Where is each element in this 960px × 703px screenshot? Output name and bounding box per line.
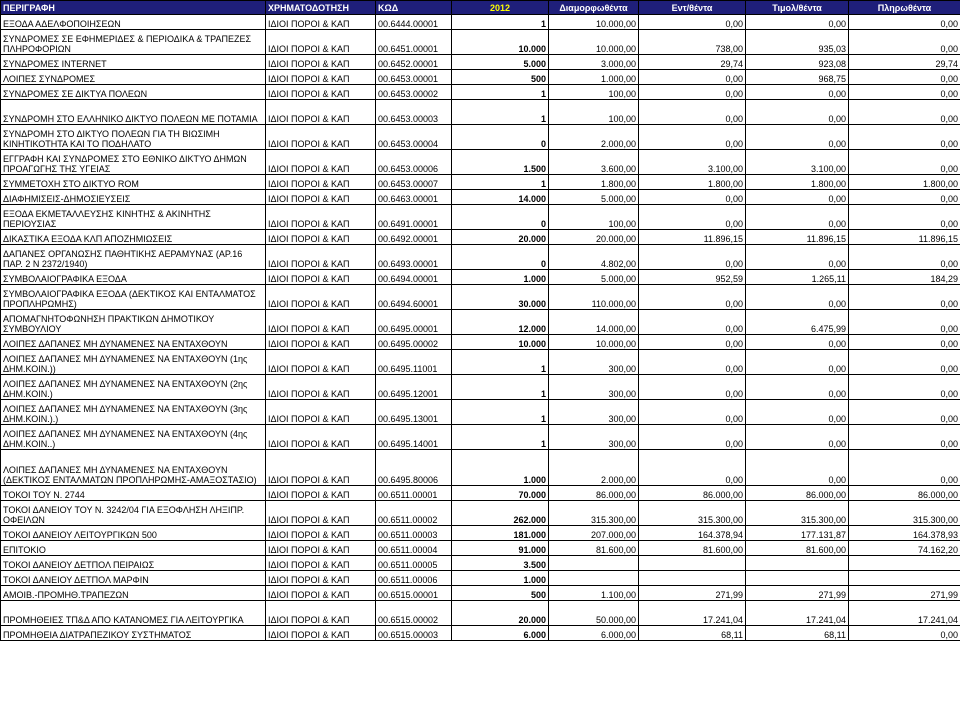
cell-adjusted: 300,00 <box>549 425 639 450</box>
cell-invoiced: 0,00 <box>746 450 849 486</box>
cell-funding: ΙΔΙΟΙ ΠΟΡΟΙ & ΚΑΠ <box>266 450 376 486</box>
cell-adjusted: 100,00 <box>549 100 639 125</box>
cell-invoiced: 177.131,87 <box>746 526 849 541</box>
cell-committed: 1.800,00 <box>639 175 746 190</box>
cell-adjusted: 4.802,00 <box>549 245 639 270</box>
cell-code: 00.6511.00005 <box>376 556 452 571</box>
cell-description: ΑΠΟΜΑΓΝΗΤΟΦΩΝΗΣΗ ΠΡΑΚΤΙΚΩΝ ΔΗΜΟΤΙΚΟΥ ΣΥΜΒΟΥΛΙΟΥ <box>1 310 266 335</box>
cell-committed: 0,00 <box>639 425 746 450</box>
cell-adjusted: 315.300,00 <box>549 501 639 526</box>
cell-code: 00.6453.00002 <box>376 85 452 100</box>
cell-invoiced: 17.241,04 <box>746 601 849 626</box>
cell-adjusted <box>549 556 639 571</box>
cell-invoiced: 0,00 <box>746 190 849 205</box>
cell-description: ΠΡΟΜΗΘΕΙΕΣ ΤΠ&Δ ΑΠΟ ΚΑΤΑΝΟΜΕΣ ΓΙΑ ΛΕΙΤΟΥΡΓΙΚΑ <box>1 601 266 626</box>
cell-paid: 0,00 <box>849 350 960 375</box>
cell-description: ΣΥΜΜΕΤΟΧΗ ΣΤΟ ΔΙΚΤΥΟ ROM <box>1 175 266 190</box>
cell-funding: ΙΔΙΟΙ ΠΟΡΟΙ & ΚΑΠ <box>266 486 376 501</box>
cell-code: 00.6453.00003 <box>376 100 452 125</box>
cell-invoiced: 0,00 <box>746 100 849 125</box>
cell-code: 00.6451.00001 <box>376 30 452 55</box>
cell-budget-2012: 1.000 <box>452 270 549 285</box>
cell-description: ΔΑΠΑΝΕΣ ΟΡΓΑΝΩΣΗΣ ΠΑΘΗΤΙΚΗΣ ΑΕΡΑΜΥΝΑΣ (ΑΡ.16 ΠΑΡ. 2 Ν 2372/1940) <box>1 245 266 270</box>
cell-paid: 0,00 <box>849 626 960 641</box>
cell-code: 00.6495.00001 <box>376 310 452 335</box>
cell-code: 00.6495.14001 <box>376 425 452 450</box>
cell-funding: ΙΔΙΟΙ ΠΟΡΟΙ & ΚΑΠ <box>266 601 376 626</box>
table-row <box>1 70 960 85</box>
cell-funding: ΙΔΙΟΙ ΠΟΡΟΙ & ΚΑΠ <box>266 245 376 270</box>
cell-invoiced: 935,03 <box>746 30 849 55</box>
cell-paid: 74.162,20 <box>849 541 960 556</box>
cell-committed: 0,00 <box>639 85 746 100</box>
cell-adjusted: 81.600,00 <box>549 541 639 556</box>
cell-funding: ΙΔΙΟΙ ΠΟΡΟΙ & ΚΑΠ <box>266 125 376 150</box>
cell-budget-2012: 181.000 <box>452 526 549 541</box>
cell-committed: 29,74 <box>639 55 746 70</box>
table-row <box>1 450 960 486</box>
cell-invoiced: 0,00 <box>746 335 849 350</box>
cell-committed: 68,11 <box>639 626 746 641</box>
table-body <box>1 15 960 641</box>
cell-adjusted: 1.800,00 <box>549 175 639 190</box>
cell-description: ΤΟΚΟΙ ΔΑΝΕΙΟΥ ΔΕΤΠΟΛ ΜΑΡΦΙΝ <box>1 571 266 586</box>
cell-paid: 0,00 <box>849 310 960 335</box>
cell-funding: ΙΔΙΟΙ ΠΟΡΟΙ & ΚΑΠ <box>266 375 376 400</box>
cell-adjusted: 3.000,00 <box>549 55 639 70</box>
cell-paid: 0,00 <box>849 190 960 205</box>
cell-paid: 0,00 <box>849 125 960 150</box>
cell-funding: ΙΔΙΟΙ ΠΟΡΟΙ & ΚΑΠ <box>266 100 376 125</box>
cell-budget-2012: 1 <box>452 375 549 400</box>
table-row <box>1 626 960 641</box>
cell-committed: 164.378,94 <box>639 526 746 541</box>
header-invoiced: Τιμολ/θέντα <box>746 1 849 15</box>
cell-adjusted: 10.000,00 <box>549 15 639 30</box>
header-funding: ΧΡΗΜΑΤΟΔΟΤΗΣΗ <box>266 1 376 15</box>
table-row <box>1 230 960 245</box>
table-row <box>1 601 960 626</box>
cell-funding: ΙΔΙΟΙ ΠΟΡΟΙ & ΚΑΠ <box>266 541 376 556</box>
cell-budget-2012: 1 <box>452 400 549 425</box>
cell-funding: ΙΔΙΟΙ ΠΟΡΟΙ & ΚΑΠ <box>266 425 376 450</box>
cell-code: 00.6453.00007 <box>376 175 452 190</box>
cell-budget-2012: 14.000 <box>452 190 549 205</box>
cell-budget-2012: 1 <box>452 100 549 125</box>
cell-code: 00.6515.00001 <box>376 586 452 601</box>
cell-paid: 0,00 <box>849 70 960 85</box>
header-paid: Πληρωθέντα <box>849 1 960 15</box>
cell-committed: 0,00 <box>639 190 746 205</box>
cell-description: ΛΟΙΠΕΣ ΔΑΠΑΝΕΣ ΜΗ ΔΥΝΑΜΕΝΕΣ ΝΑ ΕΝΤΑΧΘΟΥΝ (1ης ΔΗΜ.ΚΟΙΝ.)) <box>1 350 266 375</box>
cell-funding: ΙΔΙΟΙ ΠΟΡΟΙ & ΚΑΠ <box>266 190 376 205</box>
cell-code: 00.6453.00006 <box>376 150 452 175</box>
cell-adjusted: 2.000,00 <box>549 125 639 150</box>
cell-adjusted: 5.000,00 <box>549 270 639 285</box>
cell-code: 00.6511.00004 <box>376 541 452 556</box>
cell-code: 00.6494.00001 <box>376 270 452 285</box>
cell-invoiced: 271,99 <box>746 586 849 601</box>
table-row <box>1 285 960 310</box>
cell-paid: 29,74 <box>849 55 960 70</box>
cell-invoiced: 11.896,15 <box>746 230 849 245</box>
cell-budget-2012: 20.000 <box>452 601 549 626</box>
cell-invoiced: 68,11 <box>746 626 849 641</box>
cell-paid: 17.241,04 <box>849 601 960 626</box>
table-row <box>1 335 960 350</box>
cell-invoiced: 0,00 <box>746 125 849 150</box>
cell-funding: ΙΔΙΟΙ ΠΟΡΟΙ & ΚΑΠ <box>266 310 376 335</box>
cell-code: 00.6495.80006 <box>376 450 452 486</box>
table-row <box>1 150 960 175</box>
cell-description: ΛΟΙΠΕΣ ΔΑΠΑΝΕΣ ΜΗ ΔΥΝΑΜΕΝΕΣ ΝΑ ΕΝΤΑΧΘΟΥΝ (4ης ΔΗΜ.ΚΟΙΝ..) <box>1 425 266 450</box>
cell-budget-2012: 1 <box>452 85 549 100</box>
cell-committed: 952,59 <box>639 270 746 285</box>
cell-description: ΣΥΝΔΡΟΜΕΣ ΣΕ ΕΦΗΜΕΡΙΔΕΣ & ΠΕΡΙΟΔΙΚΑ & ΤΡΑΠΕΖΕΣ ΠΛΗΡΟΦΟΡΙΩΝ <box>1 30 266 55</box>
cell-adjusted: 14.000,00 <box>549 310 639 335</box>
cell-description: ΤΟΚΟΙ ΔΑΝΕΙΟΥ ΔΕΤΠΟΛ ΠΕΙΡΑΙΩΣ <box>1 556 266 571</box>
cell-description: ΕΓΓΡΑΦΗ ΚΑΙ ΣΥΝΔΡΟΜΕΣ ΣΤΟ ΕΘΝΙΚΟ ΔΙΚΤΥΟ ΔΗΜΩΝ ΠΡΟΑΓΩΓΗΣ ΤΗΣ ΥΓΕΙΑΣ <box>1 150 266 175</box>
cell-description: ΣΥΝΔΡΟΜΗ ΣΤΟ ΔΙΚΤΥΟ ΠΟΛΕΩΝ ΓΙΑ ΤΗ ΒΙΩΣΙΜΗ ΚΙΝΗΤΙΚΟΤΗΤΑ ΚΑΙ ΤΟ ΠΟΔΗΛΑΤΟ <box>1 125 266 150</box>
cell-adjusted: 2.000,00 <box>549 450 639 486</box>
cell-description: ΣΥΝΔΡΟΜΗ ΣΤΟ ΕΛΛΗΝΙΚΟ ΔΙΚΤΥΟ ΠΟΛΕΩΝ ΜΕ ΠΟΤΑΜΙΑ <box>1 100 266 125</box>
cell-description: ΤΟΚΟΙ ΤΟΥ Ν. 2744 <box>1 486 266 501</box>
cell-budget-2012: 91.000 <box>452 541 549 556</box>
cell-adjusted: 20.000,00 <box>549 230 639 245</box>
cell-invoiced: 0,00 <box>746 245 849 270</box>
table-row <box>1 586 960 601</box>
cell-adjusted: 110.000,00 <box>549 285 639 310</box>
cell-funding: ΙΔΙΟΙ ΠΟΡΟΙ & ΚΑΠ <box>266 556 376 571</box>
cell-budget-2012: 0 <box>452 125 549 150</box>
cell-funding: ΙΔΙΟΙ ΠΟΡΟΙ & ΚΑΠ <box>266 526 376 541</box>
cell-adjusted: 300,00 <box>549 375 639 400</box>
cell-code: 00.6495.13001 <box>376 400 452 425</box>
cell-paid: 164.378,93 <box>849 526 960 541</box>
cell-paid: 0,00 <box>849 245 960 270</box>
cell-budget-2012: 1.000 <box>452 450 549 486</box>
cell-invoiced: 81.600,00 <box>746 541 849 556</box>
header-committed: Εντ/θέντα <box>639 1 746 15</box>
cell-funding: ΙΔΙΟΙ ΠΟΡΟΙ & ΚΑΠ <box>266 501 376 526</box>
cell-description: ΕΠΙΤΟΚΙΟ <box>1 541 266 556</box>
cell-budget-2012: 1 <box>452 175 549 190</box>
cell-committed: 0,00 <box>639 450 746 486</box>
cell-funding: ΙΔΙΟΙ ΠΟΡΟΙ & ΚΑΠ <box>266 571 376 586</box>
cell-code: 00.6495.00002 <box>376 335 452 350</box>
cell-description: ΛΟΙΠΕΣ ΔΑΠΑΝΕΣ ΜΗ ΔΥΝΑΜΕΝΕΣ ΝΑ ΕΝΤΑΧΘΟΥΝ (2ης ΔΗΜ.ΚΟΙΝ.) <box>1 375 266 400</box>
cell-funding: ΙΔΙΟΙ ΠΟΡΟΙ & ΚΑΠ <box>266 400 376 425</box>
table-row <box>1 571 960 586</box>
table-row <box>1 125 960 150</box>
cell-invoiced: 1.265,11 <box>746 270 849 285</box>
cell-adjusted: 50.000,00 <box>549 601 639 626</box>
cell-description: ΣΥΜΒΟΛΑΙΟΓΡΑΦΙΚΑ ΕΞΟΔΑ (ΔΕΚΤΙΚΟΣ ΚΑΙ ΕΝΤΑΛΜΑΤΟΣ ΠΡΟΠΛΗΡΩΜΗΣ) <box>1 285 266 310</box>
cell-paid: 315.300,00 <box>849 501 960 526</box>
table-row <box>1 55 960 70</box>
cell-adjusted: 5.000,00 <box>549 190 639 205</box>
cell-committed: 86.000,00 <box>639 486 746 501</box>
cell-committed: 0,00 <box>639 205 746 230</box>
cell-invoiced: 0,00 <box>746 425 849 450</box>
cell-funding: ΙΔΙΟΙ ΠΟΡΟΙ & ΚΑΠ <box>266 270 376 285</box>
cell-code: 00.6495.11001 <box>376 350 452 375</box>
cell-budget-2012: 1 <box>452 15 549 30</box>
table-row <box>1 175 960 190</box>
cell-committed: 315.300,00 <box>639 501 746 526</box>
cell-paid: 86.000,00 <box>849 486 960 501</box>
cell-adjusted: 10.000,00 <box>549 30 639 55</box>
cell-paid: 0,00 <box>849 450 960 486</box>
cell-invoiced: 0,00 <box>746 205 849 230</box>
cell-paid: 0,00 <box>849 85 960 100</box>
cell-funding: ΙΔΙΟΙ ΠΟΡΟΙ & ΚΑΠ <box>266 205 376 230</box>
cell-funding: ΙΔΙΟΙ ΠΟΡΟΙ & ΚΑΠ <box>266 350 376 375</box>
cell-committed: 0,00 <box>639 335 746 350</box>
cell-funding: ΙΔΙΟΙ ΠΟΡΟΙ & ΚΑΠ <box>266 85 376 100</box>
cell-paid: 0,00 <box>849 335 960 350</box>
cell-committed: 0,00 <box>639 245 746 270</box>
cell-budget-2012: 10.000 <box>452 30 549 55</box>
cell-budget-2012: 12.000 <box>452 310 549 335</box>
cell-budget-2012: 3.500 <box>452 556 549 571</box>
cell-invoiced: 968,75 <box>746 70 849 85</box>
cell-paid: 11.896,15 <box>849 230 960 245</box>
cell-committed: 0,00 <box>639 375 746 400</box>
table-row <box>1 486 960 501</box>
cell-adjusted: 100,00 <box>549 205 639 230</box>
cell-budget-2012: 1.000 <box>452 571 549 586</box>
cell-description: ΕΞΟΔΑ ΑΔΕΛΦΟΠΟΙΗΣΕΩΝ <box>1 15 266 30</box>
cell-adjusted: 1.000,00 <box>549 70 639 85</box>
table-row <box>1 541 960 556</box>
cell-code: 00.6515.00003 <box>376 626 452 641</box>
cell-budget-2012: 5.000 <box>452 55 549 70</box>
cell-funding: ΙΔΙΟΙ ΠΟΡΟΙ & ΚΑΠ <box>266 230 376 245</box>
cell-budget-2012: 500 <box>452 70 549 85</box>
header-row <box>1 1 960 15</box>
cell-committed: 0,00 <box>639 70 746 85</box>
header-description: ΠΕΡΙΓΡΑΦΗ <box>1 1 266 15</box>
cell-code: 00.6495.12001 <box>376 375 452 400</box>
cell-paid: 0,00 <box>849 375 960 400</box>
cell-invoiced: 1.800,00 <box>746 175 849 190</box>
cell-code: 00.6515.00002 <box>376 601 452 626</box>
cell-committed: 0,00 <box>639 100 746 125</box>
cell-adjusted: 6.000,00 <box>549 626 639 641</box>
cell-paid: 184,29 <box>849 270 960 285</box>
cell-code: 00.6511.00003 <box>376 526 452 541</box>
table-row <box>1 85 960 100</box>
cell-invoiced: 3.100,00 <box>746 150 849 175</box>
cell-budget-2012: 20.000 <box>452 230 549 245</box>
cell-committed <box>639 556 746 571</box>
table-row <box>1 400 960 425</box>
cell-adjusted: 86.000,00 <box>549 486 639 501</box>
cell-paid: 0,00 <box>849 400 960 425</box>
cell-description: ΔΙΚΑΣΤΙΚΑ ΕΞΟΔΑ ΚΛΠ ΑΠΟΖΗΜΙΩΣΕΙΣ <box>1 230 266 245</box>
cell-budget-2012: 1 <box>452 425 549 450</box>
cell-adjusted: 300,00 <box>549 350 639 375</box>
cell-budget-2012: 500 <box>452 586 549 601</box>
cell-budget-2012: 30.000 <box>452 285 549 310</box>
cell-paid <box>849 556 960 571</box>
cell-invoiced: 0,00 <box>746 400 849 425</box>
cell-description: ΣΥΜΒΟΛΑΙΟΓΡΑΦΙΚΑ ΕΞΟΔΑ <box>1 270 266 285</box>
cell-code: 00.6452.00001 <box>376 55 452 70</box>
cell-invoiced: 0,00 <box>746 15 849 30</box>
table-row <box>1 205 960 230</box>
cell-funding: ΙΔΙΟΙ ΠΟΡΟΙ & ΚΑΠ <box>266 55 376 70</box>
cell-description: ΠΡΟΜΗΘΕΙΑ ΔΙΑΤΡΑΠΕΖΙΚΟΥ ΣΥΣΤΗΜΑΤΟΣ <box>1 626 266 641</box>
cell-funding: ΙΔΙΟΙ ΠΟΡΟΙ & ΚΑΠ <box>266 335 376 350</box>
table-row <box>1 270 960 285</box>
table-row <box>1 190 960 205</box>
cell-code: 00.6491.00001 <box>376 205 452 230</box>
cell-paid: 0,00 <box>849 285 960 310</box>
cell-budget-2012: 1.500 <box>452 150 549 175</box>
cell-committed: 0,00 <box>639 125 746 150</box>
table-row <box>1 100 960 125</box>
cell-committed: 0,00 <box>639 285 746 310</box>
cell-adjusted: 10.000,00 <box>549 335 639 350</box>
cell-paid: 0,00 <box>849 150 960 175</box>
cell-description: ΑΜΟΙΒ.-ΠΡΟΜΗΘ.ΤΡΑΠΕΖΩΝ <box>1 586 266 601</box>
cell-description: ΛΟΙΠΕΣ ΣΥΝΔΡΟΜΕΣ <box>1 70 266 85</box>
cell-code: 00.6463.00001 <box>376 190 452 205</box>
cell-code: 00.6444.00001 <box>376 15 452 30</box>
cell-committed: 0,00 <box>639 350 746 375</box>
cell-budget-2012: 70.000 <box>452 486 549 501</box>
cell-adjusted: 100,00 <box>549 85 639 100</box>
cell-funding: ΙΔΙΟΙ ΠΟΡΟΙ & ΚΑΠ <box>266 626 376 641</box>
cell-description: ΤΟΚΟΙ ΔΑΝΕΙΟΥ ΛΕΙΤΟΥΡΓΙΚΩΝ 500 <box>1 526 266 541</box>
cell-committed: 3.100,00 <box>639 150 746 175</box>
cell-description: ΕΞΟΔΑ ΕΚΜΕΤΑΛΛΕΥΣΗΣ ΚΙΝΗΤΗΣ & ΑΚΙΝΗΤΗΣ ΠΕΡΙΟΥΣΙΑΣ <box>1 205 266 230</box>
cell-committed: 0,00 <box>639 15 746 30</box>
cell-funding: ΙΔΙΟΙ ΠΟΡΟΙ & ΚΑΠ <box>266 285 376 310</box>
cell-committed: 17.241,04 <box>639 601 746 626</box>
cell-description: ΣΥΝΔΡΟΜΕΣ ΣΕ ΔΙΚΤΥΑ ΠΟΛΕΩΝ <box>1 85 266 100</box>
cell-budget-2012: 1 <box>452 350 549 375</box>
cell-adjusted: 207.000,00 <box>549 526 639 541</box>
cell-committed: 11.896,15 <box>639 230 746 245</box>
cell-code: 00.6494.60001 <box>376 285 452 310</box>
cell-invoiced: 0,00 <box>746 285 849 310</box>
cell-adjusted <box>549 571 639 586</box>
cell-invoiced <box>746 571 849 586</box>
cell-committed: 271,99 <box>639 586 746 601</box>
cell-description: ΔΙΑΦΗΜΙΣΕΙΣ-ΔΗΜΟΣΙΕΥΣΕΙΣ <box>1 190 266 205</box>
cell-code: 00.6493.00001 <box>376 245 452 270</box>
cell-code: 00.6511.00001 <box>376 486 452 501</box>
cell-description: ΣΥΝΔΡΟΜΕΣ INTERNET <box>1 55 266 70</box>
table-row <box>1 15 960 30</box>
cell-code: 00.6492.00001 <box>376 230 452 245</box>
cell-committed: 738,00 <box>639 30 746 55</box>
cell-budget-2012: 10.000 <box>452 335 549 350</box>
cell-description: ΤΟΚΟΙ ΔΑΝΕΙΟΥ ΤΟΥ Ν. 3242/04 ΓΙΑ ΕΞΟΦΛΗΣΗ ΛΗΞΙΠΡ. ΟΦΕΙΛΩΝ <box>1 501 266 526</box>
cell-code: 00.6453.00001 <box>376 70 452 85</box>
header-adjusted: Διαμορφωθέντα <box>549 1 639 15</box>
cell-paid: 0,00 <box>849 425 960 450</box>
header-year: 2012 <box>452 1 549 15</box>
cell-code: 00.6511.00002 <box>376 501 452 526</box>
cell-budget-2012: 6.000 <box>452 626 549 641</box>
table-row <box>1 526 960 541</box>
cell-code: 00.6453.00004 <box>376 125 452 150</box>
table-row <box>1 556 960 571</box>
cell-code: 00.6511.00006 <box>376 571 452 586</box>
cell-invoiced: 315.300,00 <box>746 501 849 526</box>
cell-funding: ΙΔΙΟΙ ΠΟΡΟΙ & ΚΑΠ <box>266 150 376 175</box>
cell-invoiced: 923,08 <box>746 55 849 70</box>
cell-paid <box>849 571 960 586</box>
cell-paid: 271,99 <box>849 586 960 601</box>
table-row <box>1 245 960 270</box>
cell-funding: ΙΔΙΟΙ ΠΟΡΟΙ & ΚΑΠ <box>266 30 376 55</box>
cell-funding: ΙΔΙΟΙ ΠΟΡΟΙ & ΚΑΠ <box>266 175 376 190</box>
cell-committed <box>639 571 746 586</box>
table-row <box>1 310 960 335</box>
header-code: ΚΩΔ <box>376 1 452 15</box>
cell-committed: 81.600,00 <box>639 541 746 556</box>
cell-budget-2012: 262.000 <box>452 501 549 526</box>
cell-paid: 0,00 <box>849 30 960 55</box>
cell-invoiced: 0,00 <box>746 85 849 100</box>
cell-description: ΛΟΙΠΕΣ ΔΑΠΑΝΕΣ ΜΗ ΔΥΝΑΜΕΝΕΣ ΝΑ ΕΝΤΑΧΘΟΥΝ (ΔΕΚΤΙΚΟΣ ΕΝΤΑΛΜΑΤΩΝ ΠΡΟΠΛΗΡΩΜΗΣ-ΑΜΑΞΟΣΤΑΣΙΟ) <box>1 450 266 486</box>
table-header <box>1 1 960 15</box>
table-row <box>1 501 960 526</box>
cell-funding: ΙΔΙΟΙ ΠΟΡΟΙ & ΚΑΠ <box>266 70 376 85</box>
cell-description: ΛΟΙΠΕΣ ΔΑΠΑΝΕΣ ΜΗ ΔΥΝΑΜΕΝΕΣ ΝΑ ΕΝΤΑΧΘΟΥΝ <box>1 335 266 350</box>
cell-paid: 1.800,00 <box>849 175 960 190</box>
cell-committed: 0,00 <box>639 310 746 335</box>
cell-adjusted: 300,00 <box>549 400 639 425</box>
cell-invoiced: 6.475,99 <box>746 310 849 335</box>
cell-paid: 0,00 <box>849 205 960 230</box>
table-row <box>1 30 960 55</box>
cell-funding: ΙΔΙΟΙ ΠΟΡΟΙ & ΚΑΠ <box>266 586 376 601</box>
cell-paid: 0,00 <box>849 100 960 125</box>
table-row <box>1 425 960 450</box>
cell-committed: 0,00 <box>639 400 746 425</box>
cell-budget-2012: 0 <box>452 245 549 270</box>
cell-invoiced: 86.000,00 <box>746 486 849 501</box>
table-row <box>1 375 960 400</box>
cell-invoiced: 0,00 <box>746 350 849 375</box>
cell-invoiced: 0,00 <box>746 375 849 400</box>
cell-funding: ΙΔΙΟΙ ΠΟΡΟΙ & ΚΑΠ <box>266 15 376 30</box>
cell-description: ΛΟΙΠΕΣ ΔΑΠΑΝΕΣ ΜΗ ΔΥΝΑΜΕΝΕΣ ΝΑ ΕΝΤΑΧΘΟΥΝ (3ης ΔΗΜ.ΚΟΙΝ.).) <box>1 400 266 425</box>
table-row <box>1 350 960 375</box>
cell-invoiced <box>746 556 849 571</box>
cell-adjusted: 1.100,00 <box>549 586 639 601</box>
cell-adjusted: 3.600,00 <box>549 150 639 175</box>
cell-paid: 0,00 <box>849 15 960 30</box>
cell-budget-2012: 0 <box>452 205 549 230</box>
